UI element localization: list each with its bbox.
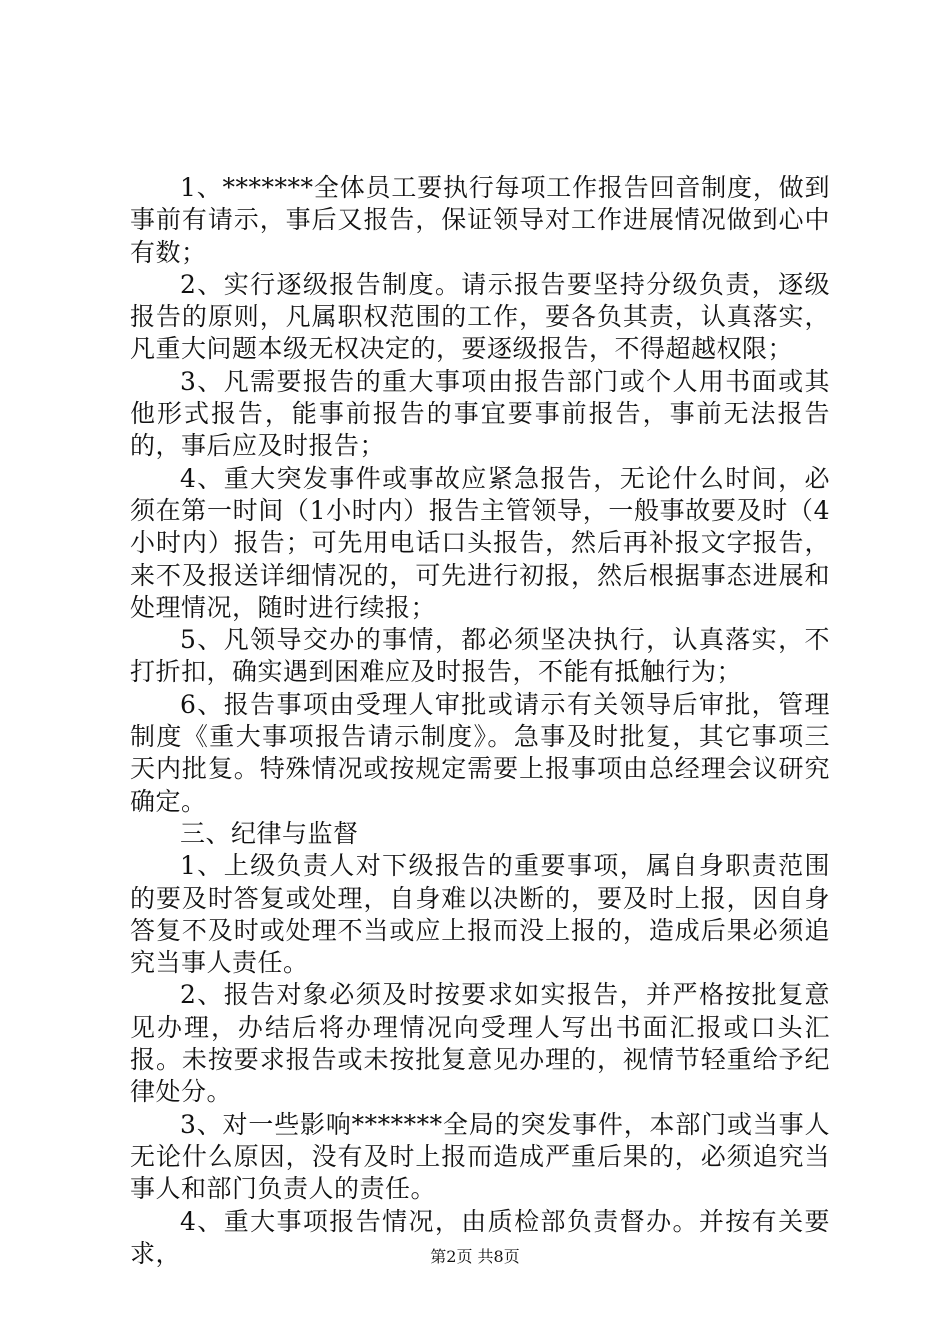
page-number-footer: 第2页 共8页 [430,1247,520,1266]
paragraph-10: 4、重大事项报告情况，由质检部负责督办。并按有关要求， [130,1206,830,1268]
paragraph-9: 3、对一些影响*******全局的突发事件，本部门或当事人无论什么原因，没有及时上报而造成严重后果的，必须追究当事人和部门负责人的责任。 [130,1109,830,1204]
paragraph-8: 2、报告对象必须及时按要求如实报告，并严格按批复意见办理，办结后将办理情况向受理人写出书面汇报或口头汇报。未按要求报告或未按批复意见办理的，视情节轻重给予纪律处分。 [130,980,830,1107]
paragraph-4: 4、重大突发事件或事故应紧急报告，无论什么时间，必须在第一时间（1小时内）报告主管领导，一般事故要及时（4小时内）报告；可先用电话口头报告，然后再补报文字报告，来不及报送详细情况的，可先进行初报，然后根据事态进展和处理情况，随时进行续报； [130,463,830,622]
paragraph-3: 3、凡需要报告的重大事项由报告部门或个人用书面或其他形式报告，能事前报告的事宜要事前报告，事前无法报告的，事后应及时报告； [130,366,830,461]
document-body [130,172,830,1270]
paragraph-2: 2、实行逐级报告制度。请示报告要坚持分级负责，逐级报告的原则，凡属职权范围的工作，要各负其责，认真落实，凡重大问题本级无权决定的，要逐级报告，不得超越权限； [130,269,830,364]
paragraph-6: 6、报告事项由受理人审批或请示有关领导后审批，管理制度《重大事项报告请示制度》。急事及时批复，其它事项三天内批复。特殊情况或按规定需要上报事项由总经理会议研究确定。 [130,689,830,816]
paragraph-5: 5、凡领导交办的事情，都必须坚决执行，认真落实，不打折扣，确实遇到困难应及时报告，不能有抵触行为； [130,625,830,687]
section-heading-discipline: 三、纪律与监督 [180,818,359,848]
paragraph-1: 1、*******全体员工要执行每项工作报告回音制度，做到事前有请示，事后又报告，保证领导对工作进展情况做到心中有数； [130,173,830,267]
paragraph-7: 1、上级负责人对下级报告的重要事项，属自身职责范围的要及时答复或处理，自身难以决断的，要及时上报，因自身答复不及时或处理不当或应上报而没上报的，造成后果必须追究当事人责任。 [130,851,830,978]
